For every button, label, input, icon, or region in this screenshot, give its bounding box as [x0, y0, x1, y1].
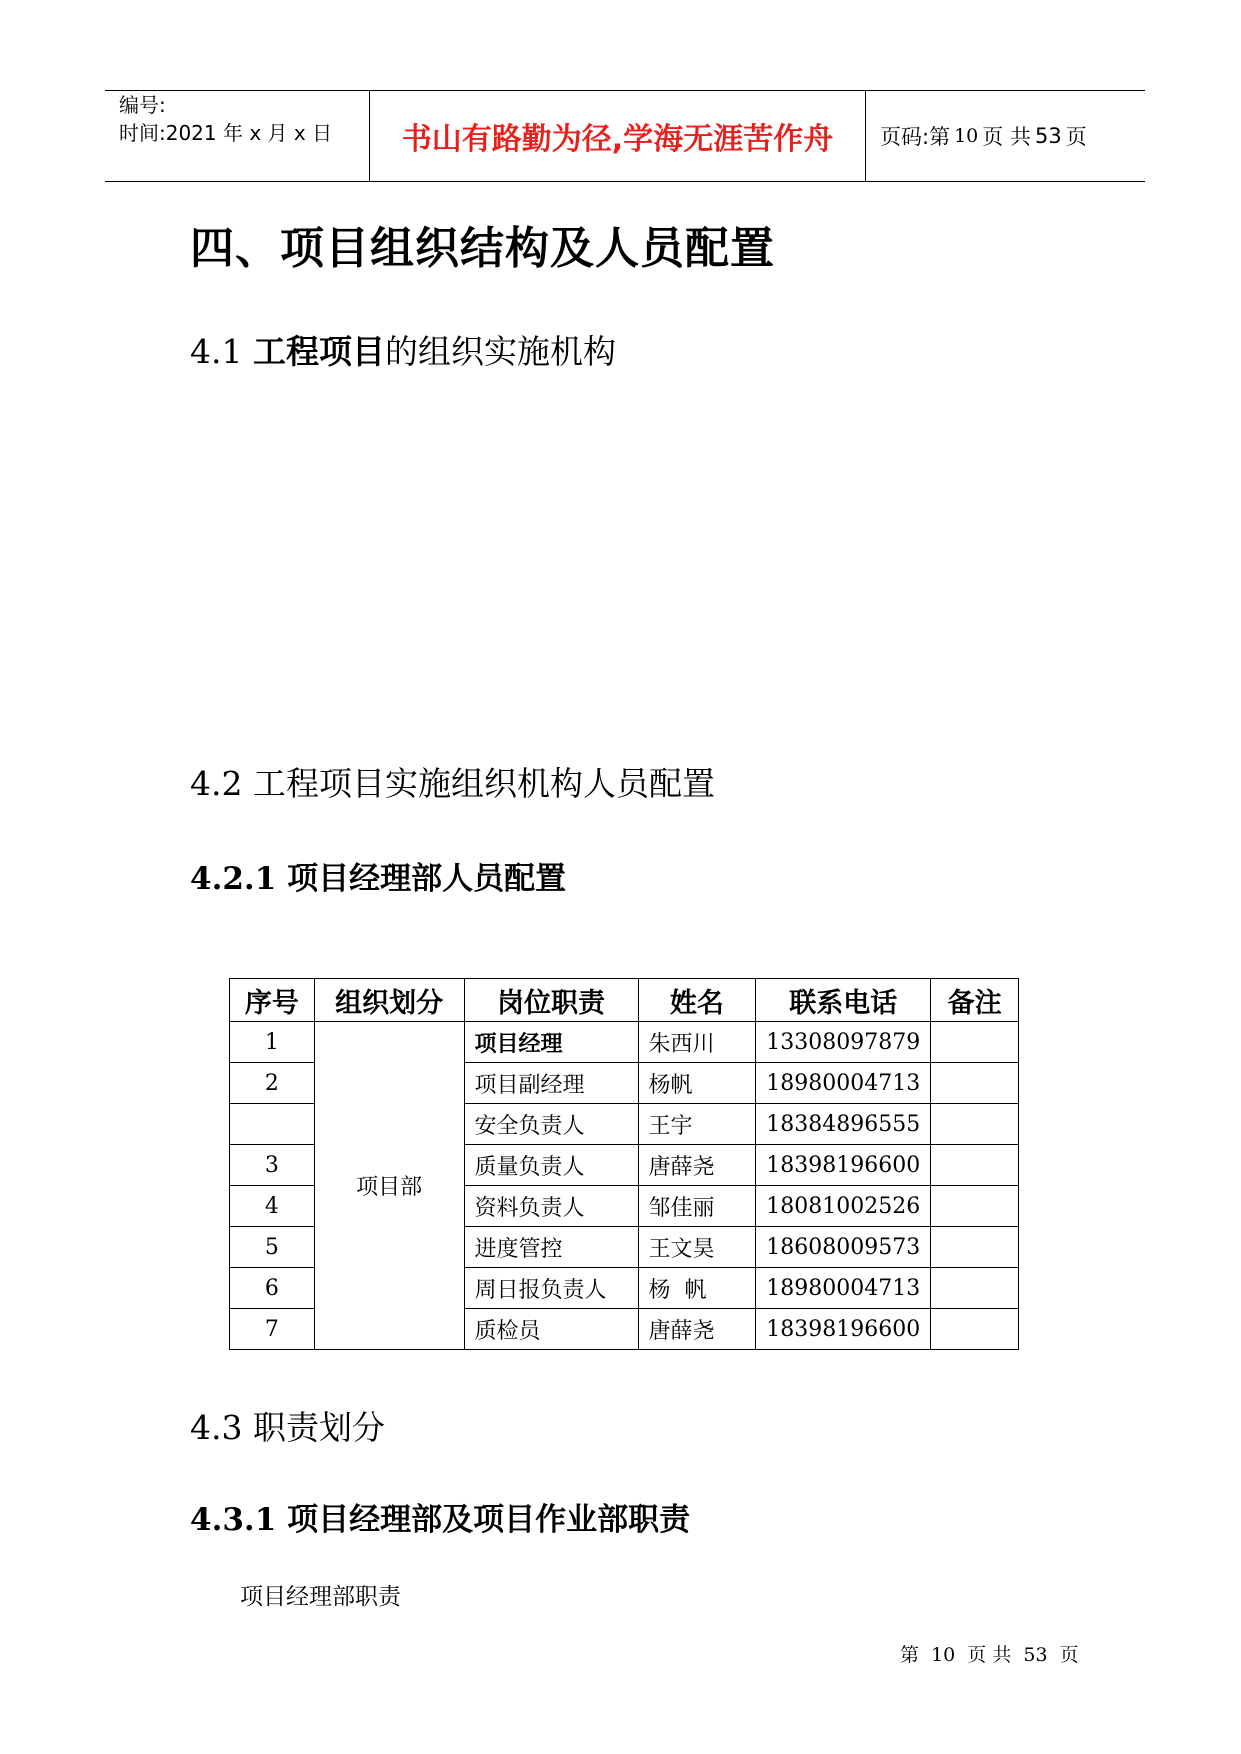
row-name: 唐薛尧: [638, 1145, 756, 1186]
section-4-3-heading: 4.3 职责划分: [190, 1408, 385, 1447]
row-role: 质量负责人: [464, 1145, 638, 1186]
footer-pre: 第: [900, 1644, 920, 1666]
row-role: 项目副经理: [464, 1063, 638, 1104]
table-header-cell: 组织划分: [314, 979, 464, 1022]
footer-page-num: 10: [931, 1644, 956, 1666]
table-header-cell: 备注: [931, 979, 1019, 1022]
row-name: 唐薛尧: [638, 1309, 756, 1350]
row-phone: 18384896555: [756, 1104, 931, 1145]
header-number-label: 编号:: [119, 93, 166, 117]
section-4-1-rest: 的组织实施机构: [384, 332, 616, 371]
header-page-label: 页码:第: [880, 125, 951, 149]
header-page-mid: 页 共: [982, 125, 1031, 149]
header-motto: 书山有路勤为径,学海无涯苦作舟: [370, 91, 866, 181]
table-row: [230, 1022, 1019, 1063]
row-phone: 18398196600: [756, 1145, 931, 1186]
row-note: [931, 1145, 1019, 1186]
row-number: [230, 1104, 315, 1145]
row-name: 王文昊: [638, 1227, 756, 1268]
section-4-3-1-heading: 4.3.1 项目经理部及项目作业部职责: [190, 1502, 691, 1538]
row-number: 1: [230, 1022, 315, 1063]
header-meta: [105, 91, 370, 181]
table-header-cell: 姓名: [638, 979, 756, 1022]
page-header: [105, 90, 1145, 182]
footer-mid: 页 共: [967, 1644, 1012, 1666]
row-name: 王宇: [638, 1104, 756, 1145]
header-page-total: 53: [1034, 124, 1062, 148]
header-page-num: 10: [954, 125, 979, 147]
row-role: 安全负责人: [464, 1104, 638, 1145]
section-4-1-heading: [190, 326, 616, 373]
row-phone: 18398196600: [756, 1309, 931, 1350]
header-page-info: [866, 91, 1145, 181]
table-header-cell: 岗位职责: [464, 979, 638, 1022]
staff-table: [229, 978, 1019, 1350]
row-name: 杨 帆: [638, 1268, 756, 1309]
row-note: [931, 1309, 1019, 1350]
row-number: 7: [230, 1309, 315, 1350]
body-paragraph: 项目经理部职责: [240, 1584, 401, 1610]
row-note: [931, 1104, 1019, 1145]
footer-end: 页: [1059, 1644, 1079, 1666]
row-role: 周日报负责人: [464, 1268, 638, 1309]
row-name: 邹佳丽: [638, 1186, 756, 1227]
row-name: 杨帆: [638, 1063, 756, 1104]
row-number: 2: [230, 1063, 315, 1104]
section-4-2-1-heading: 4.2.1 项目经理部人员配置: [190, 861, 567, 897]
row-number: 6: [230, 1268, 315, 1309]
section-4-2-heading: 4.2 工程项目实施组织机构人员配置: [190, 764, 715, 803]
row-note: [931, 1227, 1019, 1268]
row-number: 4: [230, 1186, 315, 1227]
table-header-cell: 联系电话: [756, 979, 931, 1022]
header-page-end: 页: [1065, 125, 1087, 149]
page-title: 四、项目组织结构及人员配置: [190, 223, 775, 274]
row-phone: 18980004713: [756, 1268, 931, 1309]
table-header-row: [230, 979, 1019, 1022]
department-cell: 项目部: [314, 1022, 464, 1350]
row-phone: 18608009573: [756, 1227, 931, 1268]
footer-page-total: 53: [1023, 1644, 1048, 1666]
row-role: 项目经理: [464, 1022, 638, 1063]
row-phone: 18980004713: [756, 1063, 931, 1104]
row-number: 3: [230, 1145, 315, 1186]
row-role: 质检员: [464, 1309, 638, 1350]
row-role: 资料负责人: [464, 1186, 638, 1227]
section-4-1-num: 4.1: [190, 332, 243, 371]
section-4-1-bold: 工程项目: [252, 332, 385, 371]
row-role: 进度管控: [464, 1227, 638, 1268]
row-note: [931, 1022, 1019, 1063]
row-phone: 13308097879: [756, 1022, 931, 1063]
row-note: [931, 1186, 1019, 1227]
row-note: [931, 1063, 1019, 1104]
row-name: 朱西川: [638, 1022, 756, 1063]
page-footer: [900, 1640, 1085, 1667]
header-date-label: 时间:2021 年 x 月 x 日: [119, 121, 333, 145]
table-header-cell: 序号: [230, 979, 315, 1022]
row-phone: 18081002526: [756, 1186, 931, 1227]
row-note: [931, 1268, 1019, 1309]
row-number: 5: [230, 1227, 315, 1268]
